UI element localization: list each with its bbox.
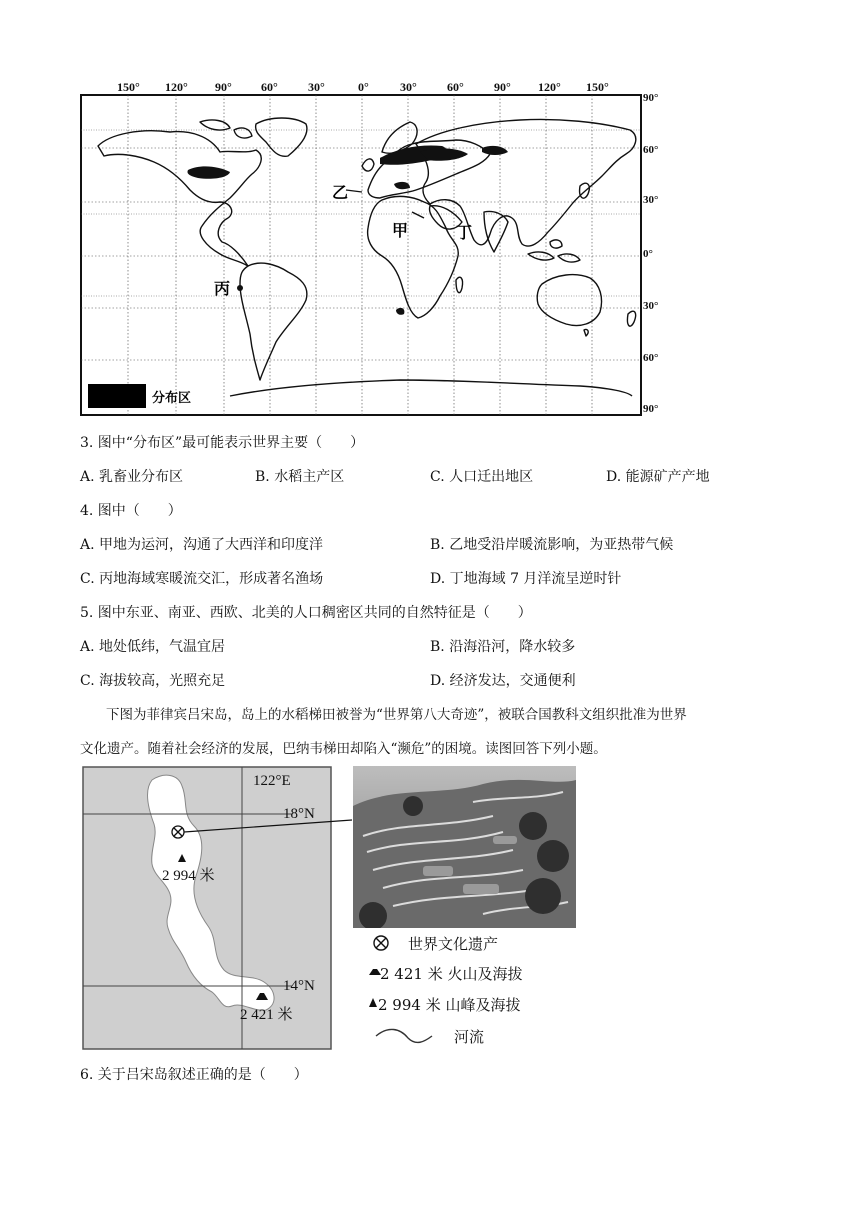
longitude-label: 122°E — [253, 773, 291, 789]
q3-option-c: C. 人口迁出地区 — [430, 469, 534, 485]
latitude-label-18: 18°N — [283, 806, 315, 822]
question-4-stem: 4. 图中（ ） — [80, 503, 182, 519]
lon-label: 120° — [538, 80, 561, 94]
lat-label: 90° — [643, 403, 659, 415]
legend-peak-text: 2 994 米 山峰及海拔 — [378, 996, 521, 1014]
q3-option-a: A. 乳畜业分布区 — [80, 469, 184, 485]
place-label-ding: 丁 — [456, 223, 473, 242]
question-5-stem: 5. 图中东亚、南亚、西欧、北美的人口稠密区共同的自然特征是（ ） — [80, 605, 532, 621]
legend-label: 分布区 — [152, 391, 192, 406]
place-label-yi: 乙 — [332, 183, 349, 202]
q4-option-c: C. 丙地海域寒暖流交汇，形成著名渔场 — [80, 571, 324, 587]
question-6-stem: 6. 关于吕宋岛叙述正确的是（ ） — [80, 1067, 308, 1083]
connector-line — [180, 818, 355, 838]
q4-option-b: B. 乙地受沿岸暖流影响，为亚热带气候 — [430, 537, 674, 553]
volcano-elevation-label: 2 421 米 — [240, 1007, 293, 1023]
lon-label: 0° — [358, 80, 369, 94]
legend-heritage-text: 世界文化遗产 — [408, 935, 499, 953]
latitude-label-14: 14°N — [283, 978, 315, 994]
lat-label: 60° — [643, 352, 659, 364]
q4-option-d: D. 丁地海域 7 月洋流呈逆时针 — [430, 571, 622, 587]
heritage-icon — [372, 934, 392, 954]
lat-label: 90° — [643, 92, 659, 104]
lat-label: 30° — [643, 194, 659, 206]
lon-label: 150° — [586, 80, 609, 94]
legend-swatch — [88, 384, 146, 408]
q4-option-a: A. 甲地为运河，沟通了大西洋和印度洋 — [80, 537, 324, 553]
lon-label: 30° — [308, 80, 325, 94]
q5-option-a: A. 地处低纬，气温宜居 — [80, 639, 226, 655]
lon-label: 60° — [261, 80, 278, 94]
q5-option-b: B. 沿海沿河，降水较多 — [430, 639, 576, 655]
lon-label: 60° — [447, 80, 464, 94]
passage-line-1: 下图为菲律宾吕宋岛，岛上的水稻梯田被誉为“世界第八大奇迹”，被联合国教科文组织批准为世界 — [106, 707, 687, 723]
question-3-stem: 3. 图中“分布区”最可能表示世界主要（ ） — [80, 435, 365, 451]
q5-option-d: D. 经济发达，交通便利 — [430, 673, 576, 689]
river-icon — [374, 1026, 434, 1046]
passage-line-2: 文化遗产。随着社会经济的发展，巴纳韦梯田却陷入“濒危”的困境。读图回答下列小题。 — [80, 741, 607, 757]
q5-option-c: C. 海拔较高，光照充足 — [80, 673, 226, 689]
q3-option-d: D. 能源矿产产地 — [606, 469, 710, 485]
place-label-jia: 甲 — [392, 221, 409, 240]
rice-terrace-photo — [353, 766, 576, 928]
lon-label: 120° — [165, 80, 188, 94]
peak-icon — [368, 996, 378, 1008]
lon-label: 90° — [494, 80, 511, 94]
place-label-bing: 丙 — [214, 279, 231, 298]
lat-label: 60° — [643, 144, 659, 156]
legend-river-text: 河流 — [454, 1028, 485, 1046]
q3-option-b: B. 水稻主产区 — [255, 469, 345, 485]
lon-label: 30° — [400, 80, 417, 94]
peak-elevation-label: 2 994 米 — [162, 868, 215, 884]
lon-label: 90° — [215, 80, 232, 94]
lat-label: 30° — [643, 300, 659, 312]
lon-label: 150° — [117, 80, 140, 94]
legend-volcano-text: 2 421 米 火山及海拔 — [380, 965, 523, 983]
lat-label: 0° — [643, 248, 653, 260]
world-map-canvas — [80, 94, 642, 416]
